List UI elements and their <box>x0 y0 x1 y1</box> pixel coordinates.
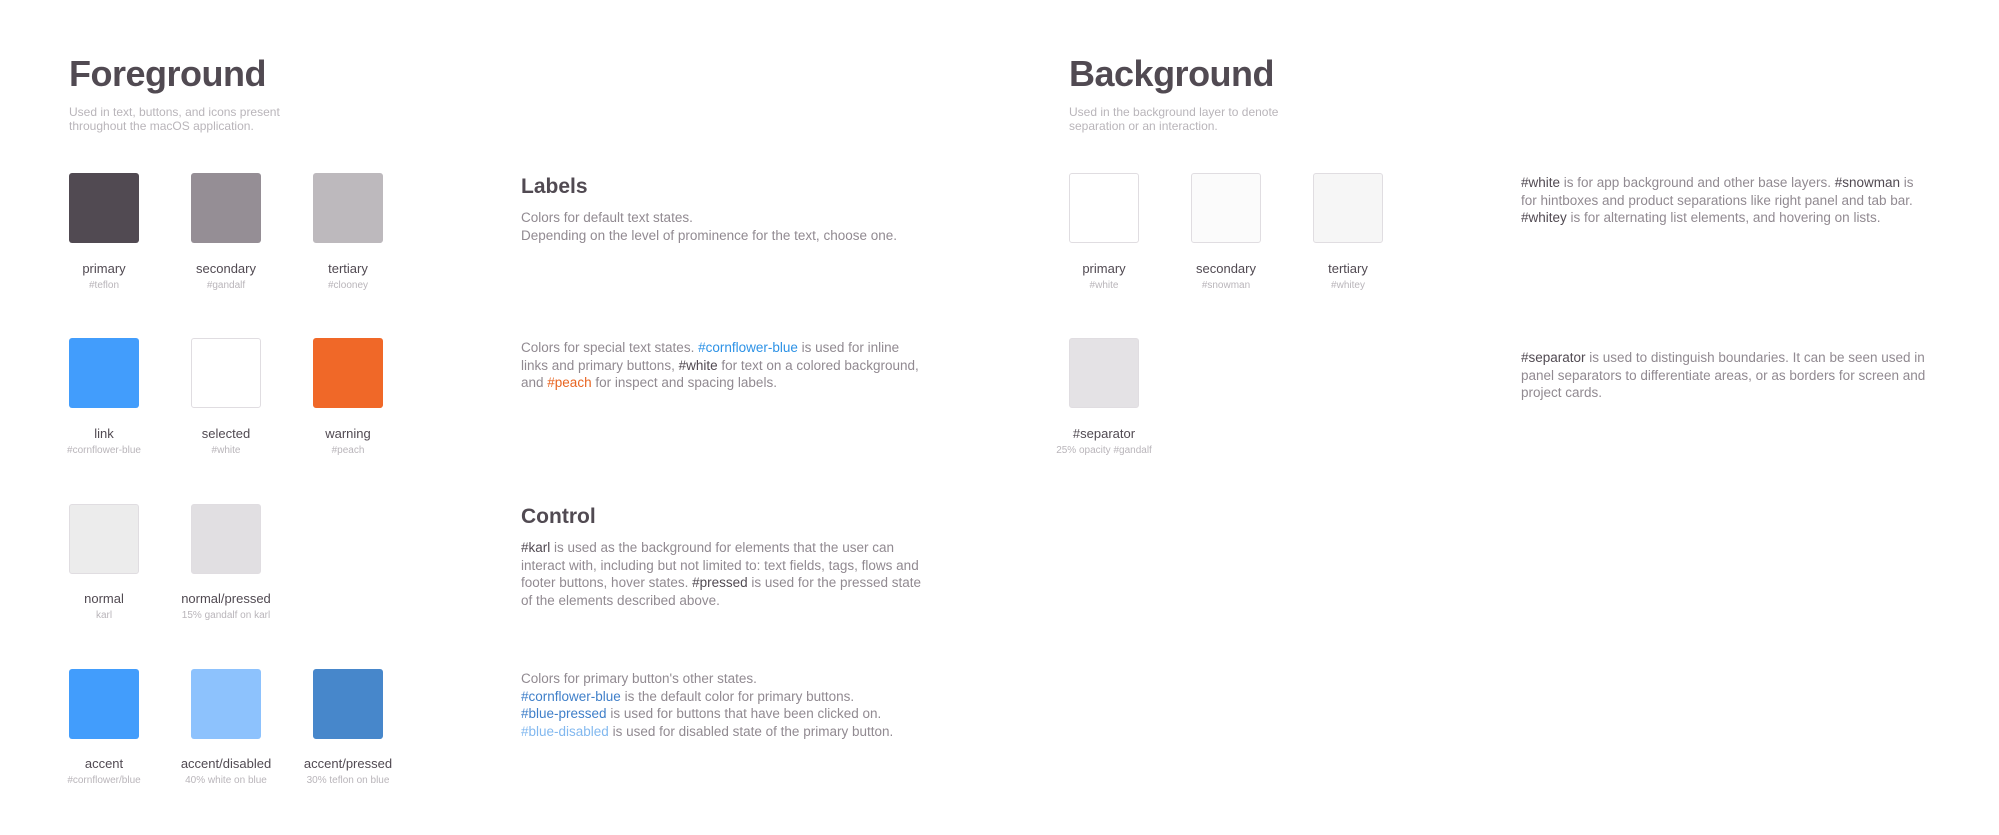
desc-line <box>521 374 981 392</box>
token-separator: #separator <box>1521 350 1586 365</box>
desc-line <box>521 723 991 741</box>
swatch-secondary-gandalf <box>191 173 261 243</box>
foreground-subtitle <box>69 105 309 133</box>
swatch-accent-pressed <box>313 669 383 739</box>
background-description <box>1521 174 1971 227</box>
swatch-primary-teflon <box>69 173 139 243</box>
desc-text: is for app background and other base layers. <box>1560 175 1835 190</box>
token-cornflower-blue: #cornflower-blue <box>521 688 621 704</box>
swatch-accent-disabled <box>191 669 261 739</box>
background-title: Background <box>1069 53 1275 94</box>
token-blue-pressed: #blue-pressed <box>521 706 607 721</box>
desc-line <box>521 339 981 357</box>
swatch-token: #cornflower/blue <box>67 775 141 786</box>
desc-line: Depending on the level of prominence for the text, choose one. <box>521 227 897 243</box>
swatch-token: karl <box>95 610 113 621</box>
desc-text: Colors for special text states. <box>521 340 699 355</box>
desc-line: Colors for default text states. <box>521 210 693 225</box>
token-white: #white <box>1521 175 1561 190</box>
separator-description <box>1521 349 1971 402</box>
swatch-token: #white <box>211 445 241 456</box>
desc-line: project cards. <box>1521 385 1603 400</box>
token-white: #white <box>678 357 718 373</box>
desc-line: Colors for primary button's other states. <box>521 671 757 686</box>
swatch-label: accent/disabled <box>180 756 272 771</box>
token-karl: #karl <box>521 540 551 555</box>
desc-line: for hintboxes and product separations like right panel and tab bar. <box>1521 192 1913 208</box>
desc-line: of the elements described above. <box>521 592 720 608</box>
swatch-token: #white <box>1089 280 1119 291</box>
labels-title: Labels <box>521 175 588 198</box>
swatch-token: 15% gandalf on karl <box>181 610 271 621</box>
swatch-link-cornflower-blue <box>69 338 139 408</box>
token-peach: #peach <box>547 375 592 390</box>
swatch-tertiary-clooney <box>313 173 383 243</box>
swatch-token: 40% white on blue <box>185 775 267 786</box>
swatch-token: 30% teflon on blue <box>306 775 390 786</box>
desc-line <box>521 357 981 375</box>
swatch-label: normal <box>84 591 124 606</box>
desc-line <box>521 539 991 557</box>
token-snowman: #snowman <box>1834 175 1900 190</box>
desc-text: is used to distinguish boundaries. It can be seen used in <box>1585 350 1925 365</box>
swatch-label: tertiary <box>328 261 368 276</box>
swatch-label: #separator <box>1072 426 1136 441</box>
swatch-label: link <box>94 426 114 441</box>
token-pressed: #pressed <box>692 575 748 590</box>
swatch-label: secondary <box>196 261 256 276</box>
desc-text: for inspect and spacing labels. <box>591 375 777 390</box>
swatch-bg-secondary-snowman <box>1191 173 1261 243</box>
desc-line: panel separators to differentiate areas, or as borders for screen and <box>1521 367 1926 383</box>
desc-text: is used for disabled state of the primary button. <box>608 723 894 739</box>
desc-text: and <box>521 375 548 390</box>
swatch-normal-pressed <box>191 504 261 574</box>
desc-line <box>1521 349 1971 367</box>
foreground-subtitle-line: Used in text, buttons, and icons present <box>69 105 280 119</box>
swatch-token: #peach <box>331 445 365 456</box>
desc-line <box>1521 174 1971 192</box>
background-subtitle-line: Used in the background layer to denote <box>1069 105 1279 119</box>
swatch-token: #cornflower-blue <box>67 445 141 456</box>
foreground-title: Foreground <box>69 53 266 94</box>
swatch-label: selected <box>201 426 251 441</box>
control-description <box>521 539 991 609</box>
primary-button-states-description <box>521 670 991 740</box>
swatch-label: tertiary <box>1328 261 1368 276</box>
labels-description <box>521 209 981 244</box>
desc-text: is used for buttons that have been clicked on. <box>606 706 882 721</box>
swatch-label: secondary <box>1196 261 1256 276</box>
swatch-label: accent <box>84 756 124 771</box>
desc-line <box>521 705 991 723</box>
special-text-description <box>521 339 981 392</box>
desc-text: is used for inline <box>797 340 900 355</box>
desc-line <box>1521 209 1971 227</box>
background-subtitle <box>1069 105 1309 133</box>
swatch-accent <box>69 669 139 739</box>
swatch-bg-separator <box>1069 338 1139 408</box>
desc-text: is the default color for primary buttons. <box>620 688 855 704</box>
token-cornflower-blue: #cornflower-blue <box>698 340 798 355</box>
foreground-subtitle-line: throughout the macOS application. <box>69 119 254 133</box>
swatch-warning-peach <box>313 338 383 408</box>
token-whitey: #whitey <box>1521 210 1567 225</box>
swatch-label: warning <box>325 426 371 441</box>
swatch-token: #clooney <box>327 280 369 291</box>
desc-text: footer buttons, hover states. <box>521 575 693 590</box>
swatch-selected-white <box>191 338 261 408</box>
desc-text: is <box>1900 175 1914 190</box>
desc-text: is used as the background for elements that the user can <box>550 540 894 555</box>
background-subtitle-line: separation or an interaction. <box>1069 119 1218 133</box>
swatch-bg-tertiary-whitey <box>1313 173 1383 243</box>
desc-text: links and primary buttons, <box>521 357 679 373</box>
swatch-label: accent/pressed <box>303 756 393 771</box>
control-title: Control <box>521 505 596 528</box>
swatch-label: primary <box>82 261 126 276</box>
desc-text: is used for the pressed state <box>747 575 922 590</box>
swatch-token: 25% opacity #gandalf <box>1056 445 1152 456</box>
swatch-token: #snowman <box>1201 280 1251 291</box>
swatch-bg-primary-white <box>1069 173 1139 243</box>
desc-line <box>521 688 991 706</box>
swatch-label: normal/pressed <box>181 591 271 606</box>
swatch-normal-karl <box>69 504 139 574</box>
desc-line: interact with, including but not limited to: text fields, tags, flows and <box>521 557 919 573</box>
swatch-token: #whitey <box>1331 280 1365 291</box>
token-blue-disabled: #blue-disabled <box>521 723 609 739</box>
swatch-token: #gandalf <box>206 280 246 291</box>
desc-line <box>521 574 991 592</box>
desc-text: is for alternating list elements, and hovering on lists. <box>1566 210 1881 225</box>
desc-text: for text on a colored background, <box>717 357 919 373</box>
swatch-label: primary <box>1082 261 1126 276</box>
swatch-token: #teflon <box>88 280 120 291</box>
